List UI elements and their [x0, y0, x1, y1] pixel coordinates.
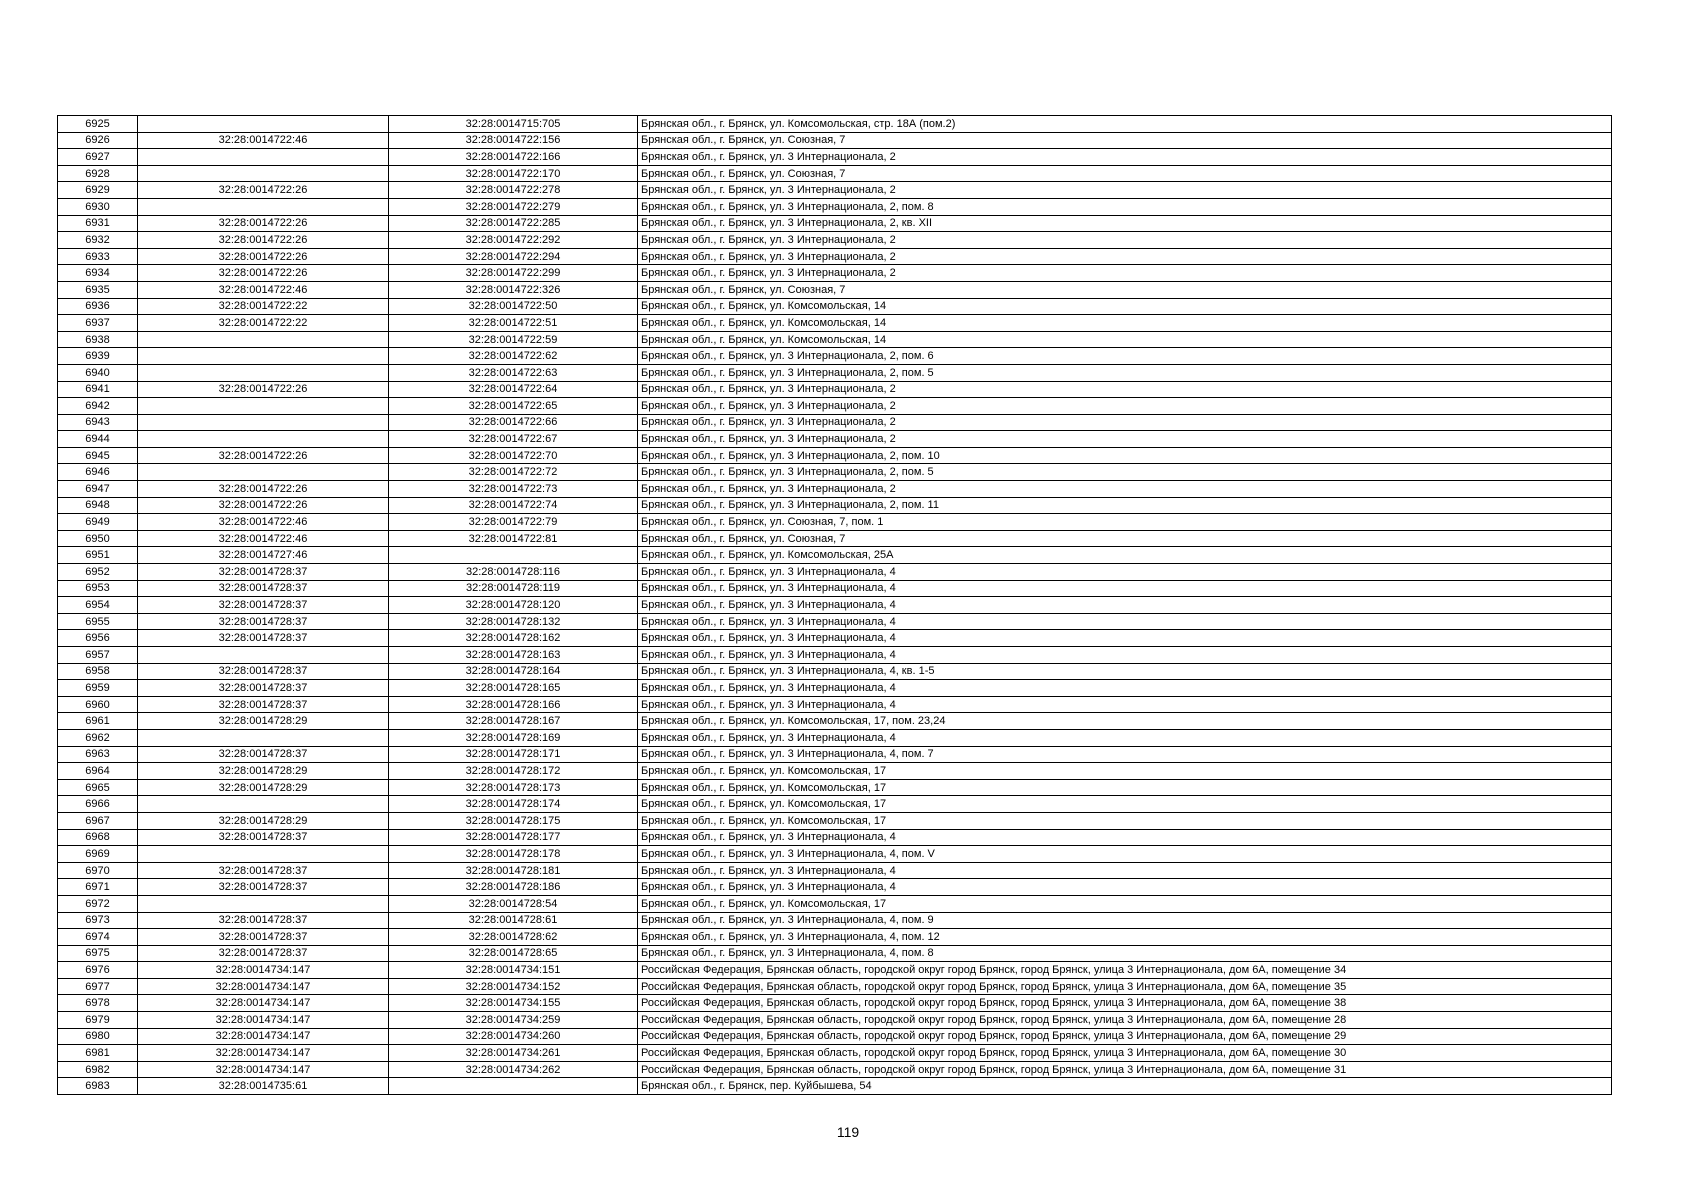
parent-cadastral-number-cell: 32:28:0014722:46	[138, 132, 389, 149]
table-row	[58, 1028, 1612, 1045]
address-cell: Российская Федерация, Брянская область, городской округ город Брянск, город Брянск, улица 3 Интернационала, дом 6А, помещение 38	[638, 995, 1612, 1012]
cadastral-number-cell: 32:28:0014734:260	[389, 1028, 638, 1045]
address-cell: Брянская обл., г. Брянск, ул. Союзная, 7	[638, 165, 1612, 182]
row-number-cell: 6950	[58, 530, 138, 547]
row-number-cell: 6928	[58, 165, 138, 182]
parent-cadastral-number-cell: 32:28:0014728:37	[138, 597, 389, 614]
cadastral-number-cell: 32:28:0014728:119	[389, 580, 638, 597]
table-row	[58, 298, 1612, 315]
parent-cadastral-number-cell: 32:28:0014734:147	[138, 1012, 389, 1029]
parent-cadastral-number-cell: 32:28:0014734:147	[138, 1028, 389, 1045]
parent-cadastral-number-cell: 32:28:0014728:37	[138, 929, 389, 946]
address-cell: Брянская обл., г. Брянск, ул. 3 Интернационала, 2	[638, 232, 1612, 249]
parent-cadastral-number-cell	[138, 464, 389, 481]
cadastral-number-cell: 32:28:0014722:64	[389, 381, 638, 398]
table-row	[58, 414, 1612, 431]
row-number-cell: 6934	[58, 265, 138, 282]
address-cell: Брянская обл., г. Брянск, ул. 3 Интернационала, 2, пом. 6	[638, 348, 1612, 365]
row-number-cell: 6978	[58, 995, 138, 1012]
address-cell: Брянская обл., г. Брянск, ул. 3 Интернационала, 4, пом. 7	[638, 746, 1612, 763]
cadastral-number-cell: 32:28:0014722:81	[389, 530, 638, 547]
address-cell: Брянская обл., г. Брянск, ул. 3 Интернационала, 4	[638, 879, 1612, 896]
parent-cadastral-number-cell: 32:28:0014728:37	[138, 912, 389, 929]
row-number-cell: 6982	[58, 1061, 138, 1078]
address-cell: Брянская обл., г. Брянск, пер. Куйбышева, 54	[638, 1078, 1612, 1095]
parent-cadastral-number-cell	[138, 895, 389, 912]
table-row	[58, 1061, 1612, 1078]
address-cell: Брянская обл., г. Брянск, ул. 3 Интернационала, 4	[638, 630, 1612, 647]
row-number-cell: 6975	[58, 945, 138, 962]
address-cell: Брянская обл., г. Брянск, ул. 3 Интернационала, 4	[638, 862, 1612, 879]
address-cell: Брянская обл., г. Брянск, ул. Союзная, 7	[638, 281, 1612, 298]
address-cell: Брянская обл., г. Брянск, ул. 3 Интернационала, 2, пом. 8	[638, 198, 1612, 215]
cadastral-number-cell: 32:28:0014734:262	[389, 1061, 638, 1078]
row-number-cell: 6964	[58, 763, 138, 780]
address-cell: Брянская обл., г. Брянск, ул. 3 Интернационала, 4	[638, 680, 1612, 697]
row-number-cell: 6979	[58, 1012, 138, 1029]
row-number-cell: 6952	[58, 564, 138, 581]
cadastral-number-cell: 32:28:0014728:177	[389, 829, 638, 846]
parent-cadastral-number-cell: 32:28:0014728:37	[138, 696, 389, 713]
parent-cadastral-number-cell	[138, 348, 389, 365]
table-row	[58, 962, 1612, 979]
address-cell: Брянская обл., г. Брянск, ул. 3 Интернационала, 4	[638, 729, 1612, 746]
cadastral-number-cell: 32:28:0014728:116	[389, 564, 638, 581]
parent-cadastral-number-cell	[138, 846, 389, 863]
row-number-cell: 6935	[58, 281, 138, 298]
table-row	[58, 713, 1612, 730]
table-row	[58, 165, 1612, 182]
parent-cadastral-number-cell: 32:28:0014735:61	[138, 1078, 389, 1095]
address-cell: Брянская обл., г. Брянск, ул. 3 Интернационала, 2	[638, 149, 1612, 166]
cadastral-number-cell: 32:28:0014728:62	[389, 929, 638, 946]
row-number-cell: 6933	[58, 248, 138, 265]
address-cell: Российская Федерация, Брянская область, городской округ город Брянск, город Брянск, улица 3 Интернационала, дом 6А, помещение 34	[638, 962, 1612, 979]
cadastral-number-cell: 32:28:0014734:151	[389, 962, 638, 979]
parent-cadastral-number-cell	[138, 647, 389, 664]
cadastral-number-cell: 32:28:0014728:174	[389, 796, 638, 813]
page-number: 119	[836, 1124, 860, 1140]
cadastral-number-cell: 32:28:0014722:299	[389, 265, 638, 282]
table-row	[58, 132, 1612, 149]
table-row	[58, 232, 1612, 249]
table-row	[58, 763, 1612, 780]
table-body	[58, 116, 1612, 1095]
cadastral-number-cell: 32:28:0014722:279	[389, 198, 638, 215]
address-cell: Брянская обл., г. Брянск, ул. 3 Интернационала, 2	[638, 182, 1612, 199]
table-row	[58, 182, 1612, 199]
row-number-cell: 6974	[58, 929, 138, 946]
table-row	[58, 265, 1612, 282]
address-cell: Брянская обл., г. Брянск, ул. 3 Интернационала, 4	[638, 647, 1612, 664]
address-cell: Брянская обл., г. Брянск, ул. 3 Интернационала, 4, пом. 9	[638, 912, 1612, 929]
row-number-cell: 6972	[58, 895, 138, 912]
cadastral-number-cell: 32:28:0014722:67	[389, 431, 638, 448]
address-cell: Российская Федерация, Брянская область, городской округ город Брянск, город Брянск, улица 3 Интернационала, дом 6А, помещение 29	[638, 1028, 1612, 1045]
address-cell: Брянская обл., г. Брянск, ул. Комсомольская, 17	[638, 796, 1612, 813]
parent-cadastral-number-cell: 32:28:0014734:147	[138, 978, 389, 995]
address-cell: Брянская обл., г. Брянск, ул. Союзная, 7, пом. 1	[638, 514, 1612, 531]
table-row	[58, 929, 1612, 946]
row-number-cell: 6938	[58, 331, 138, 348]
address-cell: Брянская обл., г. Брянск, ул. Комсомольская, 14	[638, 331, 1612, 348]
address-cell: Брянская обл., г. Брянск, ул. 3 Интернационала, 4, пом. V	[638, 846, 1612, 863]
address-cell: Брянская обл., г. Брянск, ул. Комсомольская, 17, пом. 23,24	[638, 713, 1612, 730]
address-cell: Брянская обл., г. Брянск, ул. 3 Интернационала, 4	[638, 613, 1612, 630]
parent-cadastral-number-cell: 32:28:0014728:37	[138, 564, 389, 581]
row-number-cell: 6929	[58, 182, 138, 199]
table-row	[58, 348, 1612, 365]
parent-cadastral-number-cell: 32:28:0014734:147	[138, 962, 389, 979]
table-row	[58, 630, 1612, 647]
row-number-cell: 6937	[58, 315, 138, 332]
address-cell: Брянская обл., г. Брянск, ул. Комсомольская, 14	[638, 315, 1612, 332]
row-number-cell: 6942	[58, 398, 138, 415]
cadastral-number-cell: 32:28:0014722:65	[389, 398, 638, 415]
cadastral-number-cell: 32:28:0014722:156	[389, 132, 638, 149]
row-number-cell: 6969	[58, 846, 138, 863]
row-number-cell: 6931	[58, 215, 138, 232]
parent-cadastral-number-cell	[138, 431, 389, 448]
row-number-cell: 6940	[58, 364, 138, 381]
table-row	[58, 215, 1612, 232]
row-number-cell: 6956	[58, 630, 138, 647]
parent-cadastral-number-cell	[138, 116, 389, 133]
table-row	[58, 514, 1612, 531]
row-number-cell: 6945	[58, 447, 138, 464]
cadastral-number-cell: 32:28:0014722:285	[389, 215, 638, 232]
address-cell: Российская Федерация, Брянская область, городской округ город Брянск, город Брянск, улица 3 Интернационала, дом 6А, помещение 30	[638, 1045, 1612, 1062]
cadastral-number-cell: 32:28:0014734:155	[389, 995, 638, 1012]
parent-cadastral-number-cell: 32:28:0014728:37	[138, 663, 389, 680]
row-number-cell: 6941	[58, 381, 138, 398]
address-cell: Брянская обл., г. Брянск, ул. Комсомольская, 17	[638, 895, 1612, 912]
table-row	[58, 149, 1612, 166]
cadastral-number-cell: 32:28:0014722:73	[389, 481, 638, 498]
row-number-cell: 6960	[58, 696, 138, 713]
address-cell: Брянская обл., г. Брянск, ул. 3 Интернационала, 4	[638, 829, 1612, 846]
table-row	[58, 613, 1612, 630]
parent-cadastral-number-cell: 32:28:0014728:29	[138, 713, 389, 730]
address-cell: Брянская обл., г. Брянск, ул. 3 Интернационала, 2, пом. 5	[638, 464, 1612, 481]
address-cell: Российская Федерация, Брянская область, городской округ город Брянск, город Брянск, улица 3 Интернационала, дом 6А, помещение 35	[638, 978, 1612, 995]
cadastral-number-cell: 32:28:0014728:120	[389, 597, 638, 614]
parent-cadastral-number-cell: 32:28:0014734:147	[138, 1061, 389, 1078]
table-row	[58, 912, 1612, 929]
address-cell: Брянская обл., г. Брянск, ул. 3 Интернационала, 2	[638, 381, 1612, 398]
cadastral-number-cell: 32:28:0014722:79	[389, 514, 638, 531]
row-number-cell: 6962	[58, 729, 138, 746]
table-row	[58, 381, 1612, 398]
cadastral-number-cell: 32:28:0014722:62	[389, 348, 638, 365]
table-row	[58, 862, 1612, 879]
cadastral-number-cell: 32:28:0014728:169	[389, 729, 638, 746]
table-row	[58, 481, 1612, 498]
table-row	[58, 945, 1612, 962]
table-row	[58, 116, 1612, 133]
table-row	[58, 1012, 1612, 1029]
address-cell: Брянская обл., г. Брянск, ул. 3 Интернационала, 2, пом. 11	[638, 497, 1612, 514]
table-row	[58, 812, 1612, 829]
table-row	[58, 497, 1612, 514]
address-cell: Брянская обл., г. Брянск, ул. 3 Интернационала, 2	[638, 414, 1612, 431]
row-number-cell: 6955	[58, 613, 138, 630]
row-number-cell: 6948	[58, 497, 138, 514]
address-cell: Брянская обл., г. Брянск, ул. 3 Интернационала, 4	[638, 696, 1612, 713]
cadastral-number-cell: 32:28:0014728:163	[389, 647, 638, 664]
parent-cadastral-number-cell: 32:28:0014722:46	[138, 530, 389, 547]
parent-cadastral-number-cell: 32:28:0014728:37	[138, 879, 389, 896]
parent-cadastral-number-cell: 32:28:0014728:37	[138, 613, 389, 630]
address-cell: Брянская обл., г. Брянск, ул. 3 Интернационала, 2	[638, 248, 1612, 265]
table-row	[58, 895, 1612, 912]
row-number-cell: 6927	[58, 149, 138, 166]
parent-cadastral-number-cell	[138, 796, 389, 813]
address-cell: Брянская обл., г. Брянск, ул. Комсомольская, 17	[638, 779, 1612, 796]
row-number-cell: 6959	[58, 680, 138, 697]
table-row	[58, 315, 1612, 332]
parent-cadastral-number-cell: 32:28:0014722:26	[138, 265, 389, 282]
cadastral-number-cell: 32:28:0014722:50	[389, 298, 638, 315]
parent-cadastral-number-cell: 32:28:0014722:26	[138, 232, 389, 249]
parent-cadastral-number-cell	[138, 331, 389, 348]
parent-cadastral-number-cell: 32:28:0014722:22	[138, 298, 389, 315]
row-number-cell: 6973	[58, 912, 138, 929]
parent-cadastral-number-cell: 32:28:0014722:26	[138, 182, 389, 199]
cadastral-number-cell: 32:28:0014722:294	[389, 248, 638, 265]
table-row	[58, 564, 1612, 581]
parent-cadastral-number-cell: 32:28:0014728:37	[138, 829, 389, 846]
parent-cadastral-number-cell: 32:28:0014722:26	[138, 215, 389, 232]
row-number-cell: 6954	[58, 597, 138, 614]
cadastral-number-cell: 32:28:0014728:171	[389, 746, 638, 763]
row-number-cell: 6947	[58, 481, 138, 498]
table-row	[58, 1078, 1612, 1095]
cadastral-number-cell: 32:28:0014722:292	[389, 232, 638, 249]
address-cell: Брянская обл., г. Брянск, ул. Комсомольская, 25А	[638, 547, 1612, 564]
cadastral-number-cell: 32:28:0014728:54	[389, 895, 638, 912]
table-row	[58, 746, 1612, 763]
parent-cadastral-number-cell: 32:28:0014722:26	[138, 497, 389, 514]
cadastral-number-cell: 32:28:0014728:178	[389, 846, 638, 863]
address-cell: Брянская обл., г. Брянск, ул. Союзная, 7	[638, 530, 1612, 547]
table-row	[58, 331, 1612, 348]
parent-cadastral-number-cell: 32:28:0014722:22	[138, 315, 389, 332]
row-number-cell: 6926	[58, 132, 138, 149]
row-number-cell: 6961	[58, 713, 138, 730]
parent-cadastral-number-cell: 32:28:0014728:29	[138, 812, 389, 829]
parent-cadastral-number-cell	[138, 398, 389, 415]
address-cell: Брянская обл., г. Брянск, ул. 3 Интернационала, 2	[638, 398, 1612, 415]
cadastral-number-cell: 32:28:0014722:326	[389, 281, 638, 298]
row-number-cell: 6953	[58, 580, 138, 597]
table-row	[58, 597, 1612, 614]
parent-cadastral-number-cell	[138, 364, 389, 381]
parent-cadastral-number-cell: 32:28:0014728:37	[138, 945, 389, 962]
row-number-cell: 6977	[58, 978, 138, 995]
parent-cadastral-number-cell: 32:28:0014722:26	[138, 447, 389, 464]
parent-cadastral-number-cell: 32:28:0014728:37	[138, 680, 389, 697]
row-number-cell: 6932	[58, 232, 138, 249]
row-number-cell: 6968	[58, 829, 138, 846]
row-number-cell: 6971	[58, 879, 138, 896]
row-number-cell: 6951	[58, 547, 138, 564]
row-number-cell: 6965	[58, 779, 138, 796]
cadastral-number-cell: 32:28:0014734:259	[389, 1012, 638, 1029]
table-row	[58, 1045, 1612, 1062]
cadastral-number-cell: 32:28:0014728:186	[389, 879, 638, 896]
row-number-cell: 6930	[58, 198, 138, 215]
cadastral-number-cell: 32:28:0014734:261	[389, 1045, 638, 1062]
cadastral-number-cell: 32:28:0014722:66	[389, 414, 638, 431]
cadastral-number-cell: 32:28:0014722:51	[389, 315, 638, 332]
cadastral-number-cell: 32:28:0014728:167	[389, 713, 638, 730]
cadastral-number-cell: 32:28:0014728:181	[389, 862, 638, 879]
address-cell: Российская Федерация, Брянская область, городской округ город Брянск, город Брянск, улица 3 Интернационала, дом 6А, помещение 28	[638, 1012, 1612, 1029]
cadastral-number-cell: 32:28:0014722:170	[389, 165, 638, 182]
cadastral-number-cell: 32:28:0014728:162	[389, 630, 638, 647]
row-number-cell: 6957	[58, 647, 138, 664]
cadastral-number-cell: 32:28:0014722:278	[389, 182, 638, 199]
cadastral-number-cell: 32:28:0014722:70	[389, 447, 638, 464]
table-row	[58, 796, 1612, 813]
parent-cadastral-number-cell	[138, 414, 389, 431]
cadastral-number-cell: 32:28:0014728:132	[389, 613, 638, 630]
parent-cadastral-number-cell: 32:28:0014722:46	[138, 281, 389, 298]
cadastral-number-cell: 32:28:0014728:165	[389, 680, 638, 697]
table-row	[58, 281, 1612, 298]
parent-cadastral-number-cell: 32:28:0014728:37	[138, 580, 389, 597]
address-cell: Российская Федерация, Брянская область, городской округ город Брянск, город Брянск, улица 3 Интернационала, дом 6А, помещение 31	[638, 1061, 1612, 1078]
row-number-cell: 6958	[58, 663, 138, 680]
row-number-cell: 6976	[58, 962, 138, 979]
parent-cadastral-number-cell: 32:28:0014727:46	[138, 547, 389, 564]
row-number-cell: 6949	[58, 514, 138, 531]
cadastral-number-cell: 32:28:0014728:164	[389, 663, 638, 680]
table-row	[58, 696, 1612, 713]
row-number-cell: 6963	[58, 746, 138, 763]
table-row	[58, 647, 1612, 664]
cadastral-number-cell: 32:28:0014728:166	[389, 696, 638, 713]
parent-cadastral-number-cell: 32:28:0014728:37	[138, 746, 389, 763]
address-cell: Брянская обл., г. Брянск, ул. 3 Интернационала, 2, пом. 10	[638, 447, 1612, 464]
parent-cadastral-number-cell: 32:28:0014722:26	[138, 381, 389, 398]
cadastral-number-cell: 32:28:0014722:59	[389, 331, 638, 348]
registry-table	[57, 115, 1612, 1095]
row-number-cell: 6983	[58, 1078, 138, 1095]
address-cell: Брянская обл., г. Брянск, ул. 3 Интернационала, 4	[638, 597, 1612, 614]
address-cell: Брянская обл., г. Брянск, ул. 3 Интернационала, 2, пом. 5	[638, 364, 1612, 381]
table-row	[58, 995, 1612, 1012]
address-cell: Брянская обл., г. Брянск, ул. 3 Интернационала, 4, кв. 1-5	[638, 663, 1612, 680]
parent-cadastral-number-cell: 32:28:0014722:26	[138, 481, 389, 498]
address-cell: Брянская обл., г. Брянск, ул. 3 Интернационала, 4, пом. 12	[638, 929, 1612, 946]
address-cell: Брянская обл., г. Брянск, ул. Комсомольская, 17	[638, 812, 1612, 829]
row-number-cell: 6980	[58, 1028, 138, 1045]
table-row	[58, 846, 1612, 863]
parent-cadastral-number-cell: 32:28:0014728:29	[138, 779, 389, 796]
parent-cadastral-number-cell	[138, 729, 389, 746]
table-row	[58, 364, 1612, 381]
parent-cadastral-number-cell	[138, 198, 389, 215]
address-cell: Брянская обл., г. Брянск, ул. Комсомольская, стр. 18А (пом.2)	[638, 116, 1612, 133]
address-cell: Брянская обл., г. Брянск, ул. 3 Интернационала, 4	[638, 564, 1612, 581]
table-row	[58, 398, 1612, 415]
table-row	[58, 198, 1612, 215]
cadastral-number-cell: 32:28:0014722:166	[389, 149, 638, 166]
address-cell: Брянская обл., г. Брянск, ул. Комсомольская, 17	[638, 763, 1612, 780]
table-row	[58, 248, 1612, 265]
table-row	[58, 447, 1612, 464]
cadastral-number-cell: 32:28:0014728:172	[389, 763, 638, 780]
row-number-cell: 6981	[58, 1045, 138, 1062]
row-number-cell: 6946	[58, 464, 138, 481]
row-number-cell: 6967	[58, 812, 138, 829]
address-cell: Брянская обл., г. Брянск, ул. 3 Интернационала, 2	[638, 265, 1612, 282]
row-number-cell: 6966	[58, 796, 138, 813]
parent-cadastral-number-cell: 32:28:0014722:26	[138, 248, 389, 265]
row-number-cell: 6944	[58, 431, 138, 448]
parent-cadastral-number-cell: 32:28:0014722:46	[138, 514, 389, 531]
parent-cadastral-number-cell	[138, 149, 389, 166]
cadastral-number-cell: 32:28:0014722:63	[389, 364, 638, 381]
table-row	[58, 680, 1612, 697]
table-row	[58, 431, 1612, 448]
table-row	[58, 547, 1612, 564]
parent-cadastral-number-cell: 32:28:0014728:29	[138, 763, 389, 780]
table-row	[58, 663, 1612, 680]
table-row	[58, 464, 1612, 481]
parent-cadastral-number-cell: 32:28:0014734:147	[138, 1045, 389, 1062]
table-row	[58, 580, 1612, 597]
cadastral-number-cell	[389, 1078, 638, 1095]
parent-cadastral-number-cell	[138, 165, 389, 182]
address-cell: Брянская обл., г. Брянск, ул. Комсомольская, 14	[638, 298, 1612, 315]
table-row	[58, 978, 1612, 995]
table-row	[58, 879, 1612, 896]
parent-cadastral-number-cell: 32:28:0014734:147	[138, 995, 389, 1012]
parent-cadastral-number-cell: 32:28:0014728:37	[138, 862, 389, 879]
address-cell: Брянская обл., г. Брянск, ул. 3 Интернационала, 2	[638, 431, 1612, 448]
cadastral-number-cell: 32:28:0014722:74	[389, 497, 638, 514]
cadastral-number-cell: 32:28:0014722:72	[389, 464, 638, 481]
row-number-cell: 6939	[58, 348, 138, 365]
address-cell: Брянская обл., г. Брянск, ул. 3 Интернационала, 4, пом. 8	[638, 945, 1612, 962]
row-number-cell: 6970	[58, 862, 138, 879]
cadastral-number-cell	[389, 547, 638, 564]
table-row	[58, 779, 1612, 796]
row-number-cell: 6936	[58, 298, 138, 315]
row-number-cell: 6943	[58, 414, 138, 431]
parent-cadastral-number-cell: 32:28:0014728:37	[138, 630, 389, 647]
address-cell: Брянская обл., г. Брянск, ул. 3 Интернационала, 2	[638, 481, 1612, 498]
address-cell: Брянская обл., г. Брянск, ул. Союзная, 7	[638, 132, 1612, 149]
cadastral-number-cell: 32:28:0014728:173	[389, 779, 638, 796]
address-cell: Брянская обл., г. Брянск, ул. 3 Интернационала, 4	[638, 580, 1612, 597]
cadastral-number-cell: 32:28:0014715:705	[389, 116, 638, 133]
cadastral-number-cell: 32:28:0014734:152	[389, 978, 638, 995]
address-cell: Брянская обл., г. Брянск, ул. 3 Интернационала, 2, кв. XII	[638, 215, 1612, 232]
table-row	[58, 829, 1612, 846]
row-number-cell: 6925	[58, 116, 138, 133]
table-row	[58, 729, 1612, 746]
cadastral-number-cell: 32:28:0014728:175	[389, 812, 638, 829]
cadastral-number-cell: 32:28:0014728:65	[389, 945, 638, 962]
cadastral-number-cell: 32:28:0014728:61	[389, 912, 638, 929]
table-row	[58, 530, 1612, 547]
